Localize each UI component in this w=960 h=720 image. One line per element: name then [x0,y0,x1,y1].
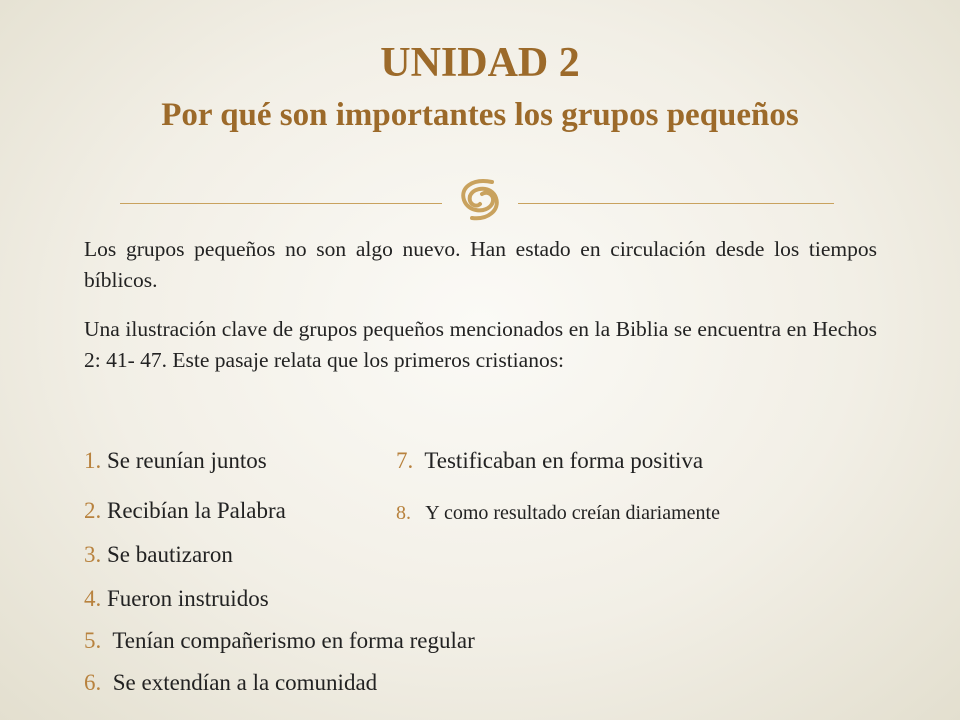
list-text: Se reunían juntos [107,448,267,473]
list-item [396,498,720,528]
list-item [84,626,475,656]
list-item [84,668,377,698]
slide-title: UNIDAD 2 [380,40,580,86]
paragraph-intro: Los grupos pequeños no son algo nuevo. Han estado en circulación desde los tiempos bíblicos. [84,237,877,292]
list-item [84,584,269,614]
list-number: 6. [84,670,102,695]
list-item [396,446,703,476]
list-item [84,540,233,570]
list-number: 2. [84,498,102,523]
list-text: Tenían compañerismo en forma regular [107,628,475,653]
slide-subtitle: Por qué son importantes los grupos pequeños [161,97,799,133]
list-text: Recibían la Palabra [107,498,286,523]
paragraph-illustration: Una ilustración clave de grupos pequeños mencionados en la Biblia se encuentra en Hechos 2: 41- 47. Este pasaje relata que los primeros cristianos: [84,317,877,372]
list-number: 5. [84,628,102,653]
list-number: 3. [84,542,102,567]
list-number: 1. [84,448,102,473]
divider-left [120,203,442,204]
list-number: 7. [396,448,414,473]
list-text: Testificaban en forma positiva [419,448,704,473]
list-number: 4. [84,586,102,611]
list-text: Se extendían a la comunidad [107,670,378,695]
list-text: Y como resultado creían diariamente [416,502,720,524]
list-item [84,446,267,476]
list-item [84,496,286,526]
divider-right [518,203,834,204]
list-text: Se bautizaron [107,542,233,567]
scroll-flourish-icon [442,172,518,226]
list-text: Fueron instruidos [107,586,269,611]
list-number: 8. [396,502,411,524]
